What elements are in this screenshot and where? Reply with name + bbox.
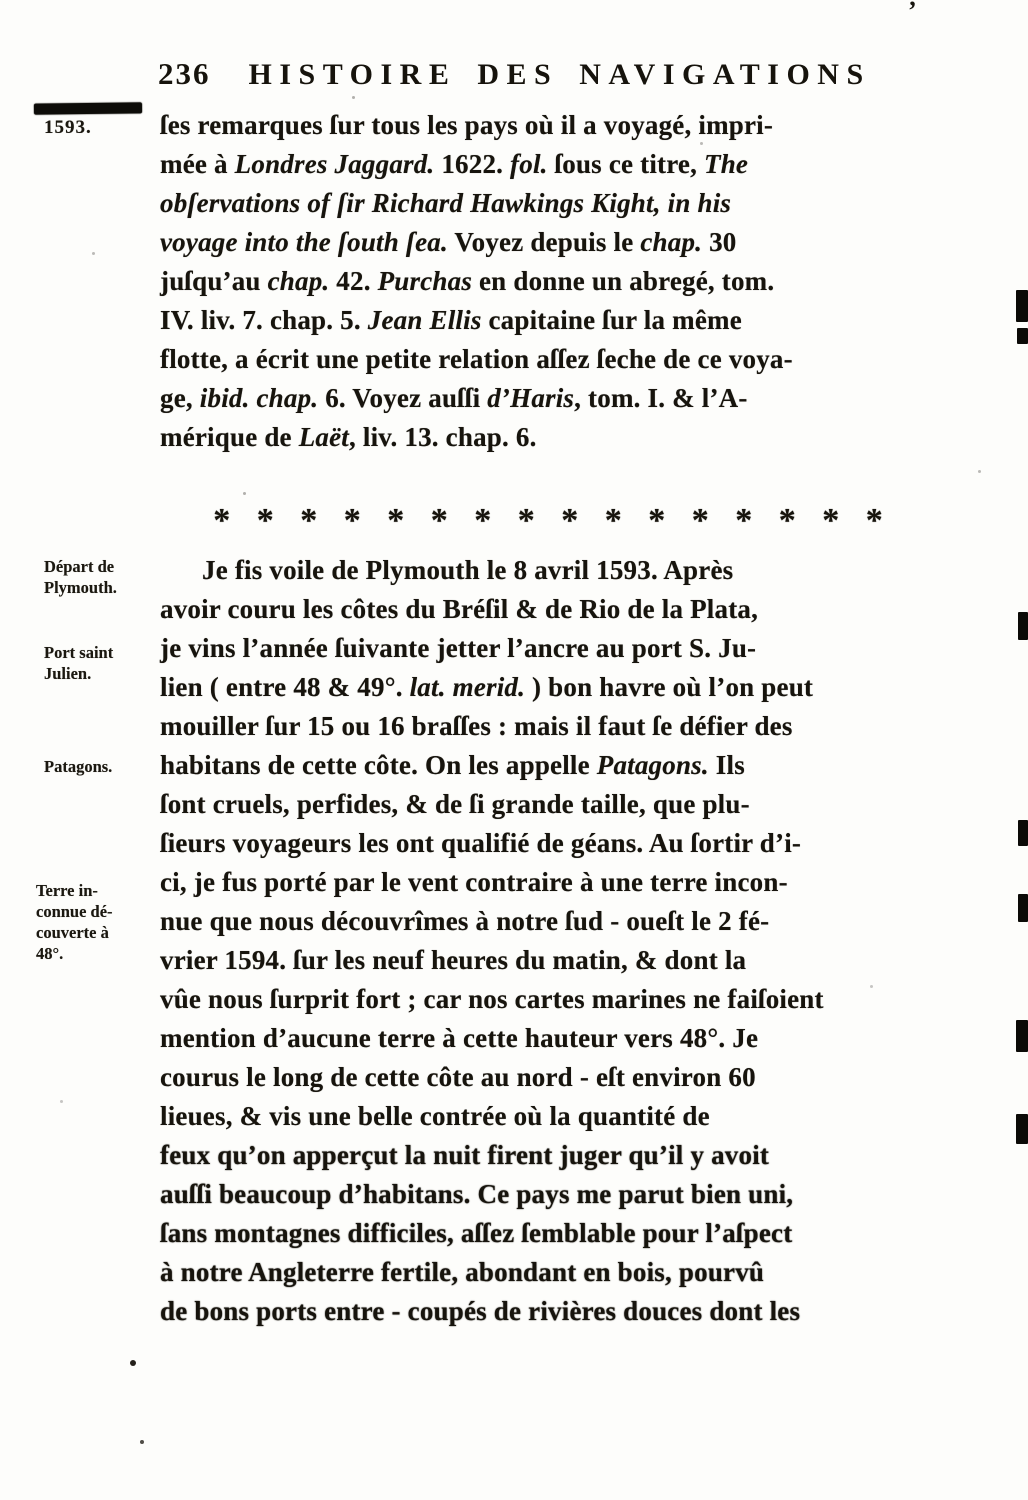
text-segment: Voyez depuis le xyxy=(447,227,641,257)
scan-edge-mark xyxy=(1016,1114,1028,1144)
text-segment: feux qu’on apperçut la nuit firent juger qu’il y avoit xyxy=(160,1140,770,1170)
text-segment: chap. xyxy=(640,227,703,257)
text-line xyxy=(160,629,965,668)
text-line xyxy=(160,1292,965,1331)
text-segment: Laët xyxy=(298,422,349,452)
text-segment: Port saint xyxy=(44,643,114,662)
text-segment: vrier 1594. ſur les neuf heures du matin, & dont la xyxy=(160,945,747,975)
text-segment: ſans montagnes difficiles, aſſez ſemblable pour l’aſpect xyxy=(160,1218,793,1248)
text-segment: lieues, & vis une belle contrée où la quantité de xyxy=(160,1101,710,1131)
text-segment: Patagons. xyxy=(596,750,709,780)
text-line xyxy=(160,418,965,457)
text-line xyxy=(160,824,965,863)
text-segment: mée à xyxy=(160,149,235,179)
text-segment: Je fis voile de Plymouth le 8 avril 1593. Après xyxy=(202,555,734,585)
text-segment: en donne un abregé, tom. xyxy=(472,266,775,296)
paragraph-voyage-narrative xyxy=(160,551,965,1331)
scan-speck xyxy=(870,985,873,988)
text-segment: Jean Ellis xyxy=(367,305,482,335)
text-segment: couverte à xyxy=(36,923,109,942)
text-segment: connue dé- xyxy=(36,902,113,921)
margin-note-terre-inconnue xyxy=(36,880,148,964)
text-line xyxy=(160,145,965,184)
text-segment: nue que nous découvrîmes à notre ſud - oueſt le 2 fé- xyxy=(160,906,770,936)
scan-edge-mark xyxy=(1018,894,1028,922)
text-line xyxy=(160,301,965,340)
text-column xyxy=(160,106,965,1331)
text-segment: chap. xyxy=(267,266,330,296)
text-segment: , liv. 13. chap. 6. xyxy=(348,422,537,452)
text-segment: à notre Angleterre fertile, abondant en bois, pourvû xyxy=(160,1257,765,1287)
margin-note-year xyxy=(44,117,156,138)
scan-speck xyxy=(140,1440,144,1444)
text-segment: vûe nous ſurprit fort ; car nos cartes marines ne faiſoient xyxy=(160,984,824,1014)
text-line xyxy=(160,551,965,590)
margin-note-port-saint-julien xyxy=(44,642,156,684)
scan-speck xyxy=(700,142,703,145)
text-line xyxy=(160,1136,965,1175)
text-segment: courus le long de cette côte au nord - eſt environ 60 xyxy=(160,1062,756,1092)
text-line xyxy=(44,756,156,777)
text-line xyxy=(36,922,148,943)
text-segment: obſervations of ſir Richard Hawkings Kight, in his xyxy=(160,188,732,218)
scan-speck xyxy=(352,96,355,99)
text-line xyxy=(160,1019,965,1058)
text-segment: ſieurs voyageurs les ont qualifié de géans. Au ſortir d’i- xyxy=(160,828,802,858)
scan-edge-mark xyxy=(1016,1020,1028,1052)
text-segment: je vins l’année ſuivante jetter l’ancre au port S. Ju- xyxy=(160,633,757,663)
text-line xyxy=(44,577,156,598)
page-number: 236 xyxy=(158,56,211,91)
asterisk-separator: * * * * * * * * * * * * * * * * xyxy=(213,502,892,539)
text-segment: habitans de cette côte. On les appelle xyxy=(160,750,597,780)
text-segment: Julien. xyxy=(44,664,92,683)
text-segment: avoir couru les côtes du Bréſil & de Rio de la Plata, xyxy=(160,594,759,624)
paragraph-bibliography xyxy=(160,106,965,457)
text-segment: ge, xyxy=(160,383,200,413)
text-segment: de bons ports entre - coupés de rivières douces dont les xyxy=(160,1296,801,1326)
margin-note-patagons xyxy=(44,756,156,777)
text-line xyxy=(160,902,965,941)
text-line xyxy=(44,117,156,138)
text-segment: 6. Voyez auſſi xyxy=(318,383,488,413)
text-segment: 48°. xyxy=(36,944,64,963)
text-line xyxy=(160,1097,965,1136)
text-segment: Londres Jaggard. xyxy=(234,149,435,179)
text-line xyxy=(160,379,965,418)
text-line xyxy=(44,556,156,577)
text-segment: IV. liv. 7. chap. 5. xyxy=(160,305,368,335)
text-line xyxy=(36,880,148,901)
page-header xyxy=(158,56,871,92)
text-segment: ci, je fus porté par le vent contraire à une terre incon- xyxy=(160,867,788,897)
text-line xyxy=(160,668,965,707)
text-segment: auſſi beaucoup d’habitans. Ce pays me parut bien uni, xyxy=(160,1179,794,1209)
text-line xyxy=(160,1253,965,1292)
scan-speck xyxy=(60,1100,63,1103)
scan-speck xyxy=(243,492,246,495)
text-segment: Terre in- xyxy=(36,881,98,900)
text-segment: capitaine ſur la même xyxy=(481,305,742,335)
text-line xyxy=(44,642,156,663)
text-line xyxy=(160,746,965,785)
text-line xyxy=(160,785,965,824)
text-segment: The xyxy=(704,149,749,179)
scan-apostrophe-mark: ’ xyxy=(908,0,917,25)
scan-edge-mark xyxy=(1017,328,1028,344)
text-segment: flotte, a écrit une petite relation aſſez ſeche de ce voya- xyxy=(160,344,793,374)
text-line xyxy=(160,223,965,262)
text-line xyxy=(160,340,965,379)
ink-smudge-bar xyxy=(34,102,142,114)
text-segment: ſous ce titre, xyxy=(547,149,705,179)
text-segment: lat. merid. xyxy=(409,672,526,702)
text-line xyxy=(160,707,965,746)
text-segment: mérique de xyxy=(160,422,299,452)
text-segment: ) bon havre où l’on peut xyxy=(525,672,814,702)
text-segment: voyage into the ſouth ſea. xyxy=(160,227,448,257)
text-segment: Purchas xyxy=(377,266,473,296)
text-segment: 1622. xyxy=(434,149,511,179)
text-line xyxy=(160,1214,965,1253)
text-segment: , tom. I. & l’A- xyxy=(574,383,748,413)
text-segment: ibid. chap. xyxy=(199,383,319,413)
text-segment: ſes remarques ſur tous les pays où il a voyagé, impri- xyxy=(160,110,774,140)
text-segment: 42. xyxy=(329,266,378,296)
text-segment: ſont cruels, perfides, & de ſi grande taille, que plu- xyxy=(160,789,750,819)
text-segment: Patagons. xyxy=(44,757,113,776)
text-segment: juſqu’au xyxy=(160,266,268,296)
text-segment: Départ de xyxy=(44,557,115,576)
text-segment: Ils xyxy=(708,750,745,780)
scan-edge-mark xyxy=(1018,612,1028,640)
scan-speck xyxy=(92,252,95,255)
text-line xyxy=(160,1058,965,1097)
scan-speck xyxy=(978,470,981,473)
text-segment: mention d’aucune terre à cette hauteur vers 48°. Je xyxy=(160,1023,759,1053)
text-line xyxy=(160,1175,965,1214)
text-line xyxy=(160,106,965,145)
text-line xyxy=(160,184,965,223)
text-segment: Plymouth. xyxy=(44,578,117,597)
scan-speck xyxy=(130,1360,136,1366)
scan-edge-mark xyxy=(1016,290,1028,322)
text-segment: 1593. xyxy=(44,117,92,138)
text-segment: mouiller ſur 15 ou 16 braſſes : mais il faut ſe défier des xyxy=(160,711,793,741)
text-line xyxy=(44,663,156,684)
margin-note-depart-plymouth xyxy=(44,556,156,598)
scan-edge-mark xyxy=(1018,820,1028,846)
text-line xyxy=(160,590,965,629)
running-title: HISTOIRE DES NAVIGATIONS xyxy=(248,58,871,91)
text-line xyxy=(36,901,148,922)
text-line xyxy=(160,863,965,902)
text-segment: 30 xyxy=(702,227,737,257)
text-line xyxy=(160,980,965,1019)
text-segment: d’Haris xyxy=(487,383,575,413)
text-line xyxy=(160,262,965,301)
text-segment: lien ( entre 48 & 49°. xyxy=(160,672,410,702)
text-segment: fol. xyxy=(510,149,548,179)
text-line xyxy=(36,943,148,964)
text-line xyxy=(160,941,965,980)
